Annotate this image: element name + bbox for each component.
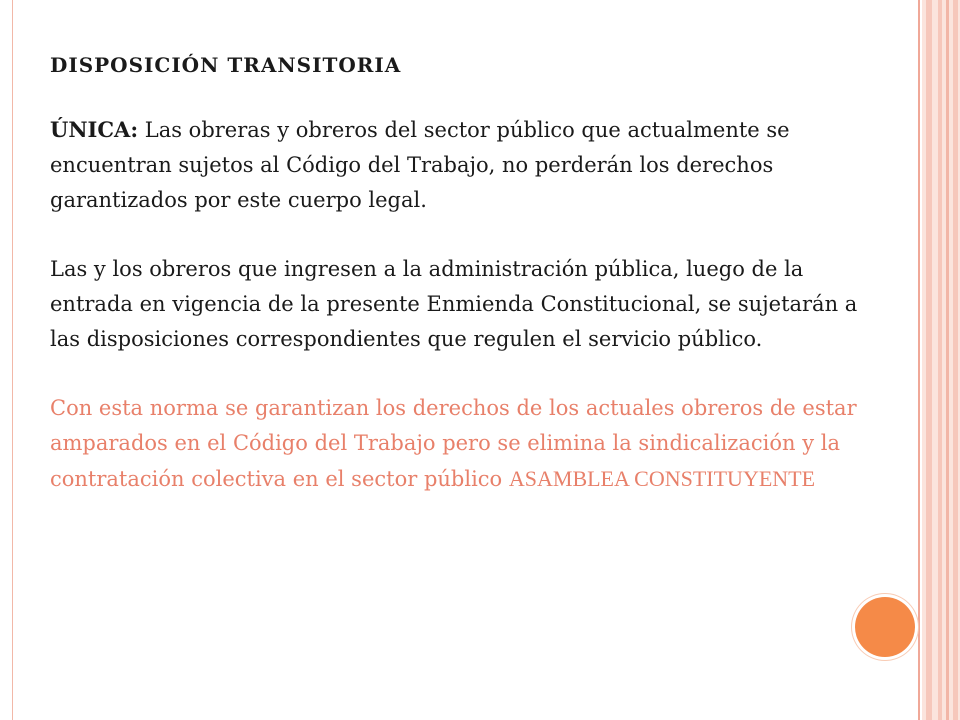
paragraph-new-workers (50, 252, 870, 357)
paragraph-text: Las obreras y obreros del sector público que actualmente se encuentran sujetos al Código del Trabajo, no perderán los derechos garantizados por este cuerpo legal. (50, 118, 790, 212)
paragraph-text: Con esta norma se garantizan los derechos de los actuales obreros de estar amparados en el Código del Trabajo pero se elimina la sindicalización y la contratación colectiva en el sector público (50, 396, 857, 491)
organization-name: ASAMBLEA CONSTITUYENTE (508, 466, 816, 491)
paragraph-commentary (50, 391, 870, 497)
right-frame-line (918, 0, 920, 720)
decorative-stripe (953, 0, 958, 720)
decorative-stripe (946, 0, 949, 720)
paragraph-unica (50, 112, 870, 218)
slide-title: DISPOSICIÓN TRANSITORIA (50, 53, 402, 77)
decorative-stripe (926, 0, 932, 720)
decorative-stripe (938, 0, 942, 720)
paragraph-text: Las y los obreros que ingresen a la administración pública, luego de la entrada en vigencia de la presente Enmienda Constitucional, se sujetarán a las disposiciones correspondientes que regulen el servicio público. (50, 257, 858, 351)
decorative-circle (855, 597, 915, 657)
paragraph-lead: ÚNICA: (50, 117, 139, 142)
left-frame-line (12, 0, 13, 720)
slide-content (50, 48, 870, 531)
